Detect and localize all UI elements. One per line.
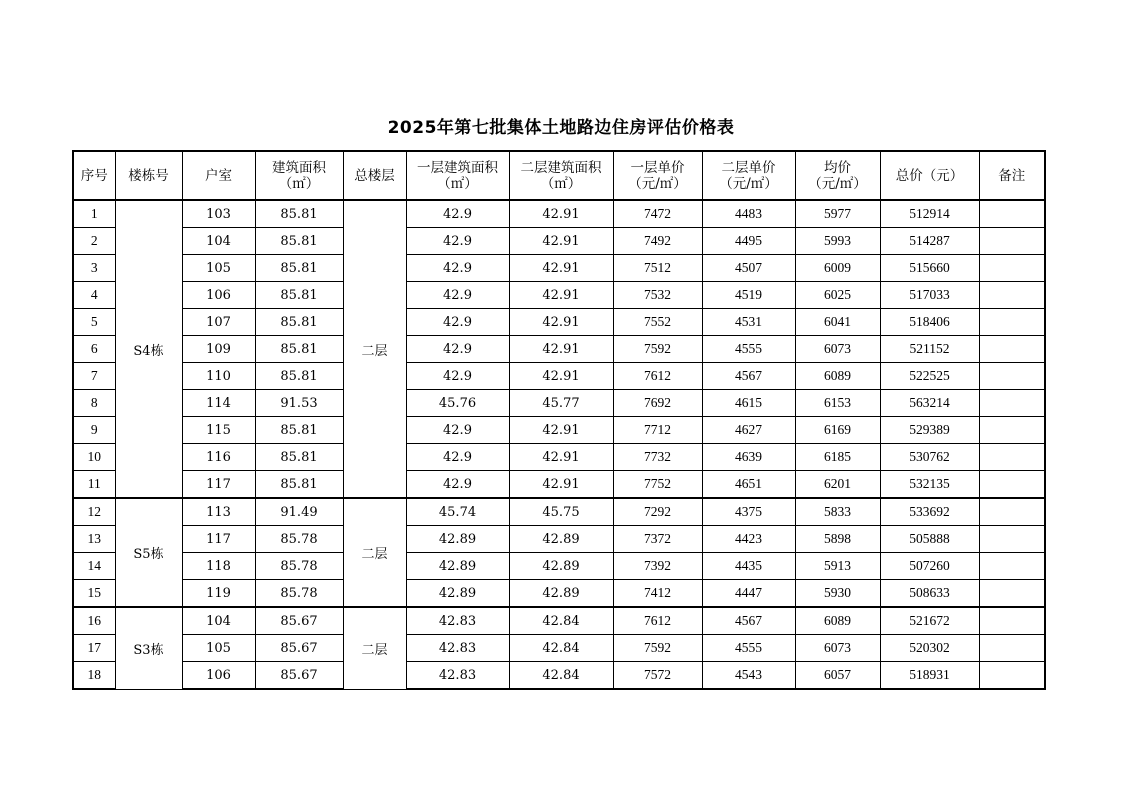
- header-label: 楼栋号: [128, 167, 169, 184]
- table-row: [73, 471, 1045, 499]
- cell-area1: 42.9: [406, 363, 509, 390]
- cell-area2: 42.91: [509, 444, 613, 471]
- cell-area: 91.53: [255, 390, 343, 417]
- header-label: 一层单价: [630, 159, 685, 176]
- cell-total: 532135: [880, 471, 979, 499]
- table-header: [73, 151, 1045, 200]
- cell-room: 107: [182, 309, 255, 336]
- cell-price2: 4519: [702, 282, 795, 309]
- cell-building: S3栋: [115, 607, 182, 689]
- cell-room: 106: [182, 662, 255, 690]
- cell-no: 18: [73, 662, 115, 690]
- cell-avg: 6169: [795, 417, 880, 444]
- header-label: 备注: [998, 167, 1026, 184]
- table-row: [73, 363, 1045, 390]
- cell-total: 508633: [880, 580, 979, 608]
- col-floors-header: [343, 151, 406, 200]
- header-unit: （元/㎡）: [719, 175, 778, 192]
- cell-note: [979, 471, 1045, 499]
- cell-price1: 7292: [613, 498, 702, 526]
- cell-no: 12: [73, 498, 115, 526]
- cell-no: 9: [73, 417, 115, 444]
- cell-avg: 5898: [795, 526, 880, 553]
- cell-room: 110: [182, 363, 255, 390]
- cell-area: 85.67: [255, 607, 343, 635]
- cell-avg: 6009: [795, 255, 880, 282]
- cell-price2: 4627: [702, 417, 795, 444]
- cell-area1: 42.9: [406, 336, 509, 363]
- cell-total: 530762: [880, 444, 979, 471]
- cell-total: 521672: [880, 607, 979, 635]
- cell-total: 512914: [880, 200, 979, 228]
- table-row: [73, 635, 1045, 662]
- cell-area: 85.67: [255, 635, 343, 662]
- cell-room: 109: [182, 336, 255, 363]
- cell-area: 85.81: [255, 444, 343, 471]
- col-price1-header: [613, 151, 702, 200]
- cell-price1: 7592: [613, 336, 702, 363]
- table-row: [73, 662, 1045, 690]
- cell-room: 118: [182, 553, 255, 580]
- cell-area2: 42.91: [509, 363, 613, 390]
- cell-room: 119: [182, 580, 255, 608]
- table-row: [73, 255, 1045, 282]
- cell-area: 85.67: [255, 662, 343, 690]
- cell-no: 6: [73, 336, 115, 363]
- col-price2-header: [702, 151, 795, 200]
- cell-area: 85.81: [255, 228, 343, 255]
- cell-area: 85.81: [255, 255, 343, 282]
- cell-note: [979, 363, 1045, 390]
- table-row: [73, 417, 1045, 444]
- cell-avg: 6153: [795, 390, 880, 417]
- cell-room: 113: [182, 498, 255, 526]
- cell-building: S4栋: [115, 200, 182, 498]
- cell-total: 533692: [880, 498, 979, 526]
- cell-area2: 42.91: [509, 471, 613, 499]
- cell-room: 105: [182, 635, 255, 662]
- cell-room: 104: [182, 228, 255, 255]
- cell-area2: 45.77: [509, 390, 613, 417]
- cell-avg: 6057: [795, 662, 880, 690]
- header-label: 二层单价: [721, 159, 776, 176]
- cell-price2: 4447: [702, 580, 795, 608]
- cell-area2: 42.91: [509, 417, 613, 444]
- cell-total: 518931: [880, 662, 979, 690]
- header-label: 总楼层: [354, 167, 395, 184]
- cell-total: 514287: [880, 228, 979, 255]
- cell-room: 106: [182, 282, 255, 309]
- cell-price2: 4495: [702, 228, 795, 255]
- cell-area: 85.81: [255, 363, 343, 390]
- cell-area2: 42.91: [509, 282, 613, 309]
- cell-price1: 7372: [613, 526, 702, 553]
- cell-total: 563214: [880, 390, 979, 417]
- cell-area2: 42.91: [509, 309, 613, 336]
- cell-note: [979, 635, 1045, 662]
- cell-area2: 42.84: [509, 635, 613, 662]
- cell-area2: 42.89: [509, 580, 613, 608]
- cell-note: [979, 553, 1045, 580]
- cell-avg: 6201: [795, 471, 880, 499]
- cell-note: [979, 282, 1045, 309]
- cell-price2: 4423: [702, 526, 795, 553]
- cell-room: 103: [182, 200, 255, 228]
- cell-price1: 7532: [613, 282, 702, 309]
- cell-price1: 7732: [613, 444, 702, 471]
- cell-avg: 5913: [795, 553, 880, 580]
- cell-note: [979, 662, 1045, 690]
- cell-room: 115: [182, 417, 255, 444]
- cell-area2: 42.84: [509, 662, 613, 690]
- header-label: 均价: [824, 159, 851, 176]
- cell-area1: 42.83: [406, 607, 509, 635]
- cell-room: 117: [182, 526, 255, 553]
- cell-area2: 42.91: [509, 255, 613, 282]
- cell-no: 5: [73, 309, 115, 336]
- cell-area1: 42.83: [406, 662, 509, 690]
- cell-price2: 4567: [702, 363, 795, 390]
- cell-no: 15: [73, 580, 115, 608]
- cell-price1: 7692: [613, 390, 702, 417]
- cell-no: 11: [73, 471, 115, 499]
- cell-price2: 4483: [702, 200, 795, 228]
- cell-price1: 7472: [613, 200, 702, 228]
- col-total-header: [880, 151, 979, 200]
- cell-price2: 4651: [702, 471, 795, 499]
- cell-floors: 二层: [343, 607, 406, 689]
- table-row: [73, 526, 1045, 553]
- building-group: [73, 607, 1045, 689]
- cell-area2: 42.89: [509, 553, 613, 580]
- cell-area1: 42.9: [406, 417, 509, 444]
- cell-note: [979, 580, 1045, 608]
- cell-no: 2: [73, 228, 115, 255]
- cell-total: 515660: [880, 255, 979, 282]
- col-note-header: [979, 151, 1045, 200]
- header-unit: （元/㎡）: [628, 175, 687, 192]
- cell-no: 17: [73, 635, 115, 662]
- header-label: 建筑面积: [272, 159, 326, 176]
- cell-area: 85.81: [255, 282, 343, 309]
- cell-no: 13: [73, 526, 115, 553]
- cell-price1: 7412: [613, 580, 702, 608]
- cell-area1: 42.83: [406, 635, 509, 662]
- cell-total: 507260: [880, 553, 979, 580]
- cell-price1: 7592: [613, 635, 702, 662]
- cell-area1: 42.89: [406, 553, 509, 580]
- header-row: [73, 151, 1045, 200]
- cell-price1: 7492: [613, 228, 702, 255]
- cell-total: 518406: [880, 309, 979, 336]
- cell-no: 8: [73, 390, 115, 417]
- cell-area1: 42.9: [406, 444, 509, 471]
- building-group: [73, 200, 1045, 498]
- header-label: 户室: [205, 167, 232, 184]
- table-row: [73, 607, 1045, 635]
- cell-no: 10: [73, 444, 115, 471]
- table-row: [73, 282, 1045, 309]
- cell-price1: 7392: [613, 553, 702, 580]
- table-row: [73, 444, 1045, 471]
- cell-price2: 4555: [702, 336, 795, 363]
- cell-no: 4: [73, 282, 115, 309]
- header-unit: （㎡）: [437, 175, 478, 192]
- col-room-header: [182, 151, 255, 200]
- table-row: [73, 228, 1045, 255]
- cell-room: 117: [182, 471, 255, 499]
- building-group: [73, 498, 1045, 607]
- cell-room: 116: [182, 444, 255, 471]
- cell-avg: 6025: [795, 282, 880, 309]
- col-area2-header: [509, 151, 613, 200]
- cell-note: [979, 607, 1045, 635]
- col-avg-header: [795, 151, 880, 200]
- cell-price2: 4375: [702, 498, 795, 526]
- cell-price2: 4435: [702, 553, 795, 580]
- cell-area1: 42.9: [406, 309, 509, 336]
- cell-area1: 42.9: [406, 228, 509, 255]
- cell-avg: 5977: [795, 200, 880, 228]
- cell-price2: 4555: [702, 635, 795, 662]
- cell-building: S5栋: [115, 498, 182, 607]
- table-row: [73, 390, 1045, 417]
- cell-area: 85.81: [255, 336, 343, 363]
- cell-area1: 45.74: [406, 498, 509, 526]
- cell-price2: 4567: [702, 607, 795, 635]
- cell-area1: 42.9: [406, 255, 509, 282]
- cell-area: 85.81: [255, 471, 343, 499]
- col-area1-header: [406, 151, 509, 200]
- cell-no: 3: [73, 255, 115, 282]
- col-area-header: [255, 151, 343, 200]
- cell-area: 85.81: [255, 417, 343, 444]
- cell-price2: 4531: [702, 309, 795, 336]
- header-label: 序号: [80, 167, 108, 184]
- cell-avg: 5833: [795, 498, 880, 526]
- price-table: [72, 150, 1046, 690]
- cell-total: 520302: [880, 635, 979, 662]
- cell-area2: 42.91: [509, 228, 613, 255]
- cell-note: [979, 444, 1045, 471]
- cell-area1: 42.9: [406, 471, 509, 499]
- cell-avg: 6089: [795, 607, 880, 635]
- header-label: 二层建筑面积: [520, 159, 602, 176]
- header-unit: （元/㎡）: [808, 175, 867, 192]
- cell-floors: 二层: [343, 498, 406, 607]
- cell-avg: 6089: [795, 363, 880, 390]
- cell-room: 114: [182, 390, 255, 417]
- cell-area2: 45.75: [509, 498, 613, 526]
- cell-area2: 42.91: [509, 336, 613, 363]
- cell-total: 517033: [880, 282, 979, 309]
- cell-area: 85.81: [255, 200, 343, 228]
- cell-total: 505888: [880, 526, 979, 553]
- cell-note: [979, 417, 1045, 444]
- cell-price2: 4615: [702, 390, 795, 417]
- cell-note: [979, 200, 1045, 228]
- cell-area2: 42.89: [509, 526, 613, 553]
- cell-area: 85.78: [255, 526, 343, 553]
- table-row: [73, 580, 1045, 608]
- cell-no: 16: [73, 607, 115, 635]
- cell-area2: 42.91: [509, 200, 613, 228]
- cell-total: 521152: [880, 336, 979, 363]
- cell-price1: 7572: [613, 662, 702, 690]
- cell-price2: 4639: [702, 444, 795, 471]
- table-row: [73, 498, 1045, 526]
- cell-avg: 6073: [795, 635, 880, 662]
- cell-price2: 4543: [702, 662, 795, 690]
- header-label: 一层建筑面积: [417, 159, 498, 176]
- cell-no: 7: [73, 363, 115, 390]
- cell-price1: 7512: [613, 255, 702, 282]
- cell-no: 1: [73, 200, 115, 228]
- cell-note: [979, 526, 1045, 553]
- cell-price2: 4507: [702, 255, 795, 282]
- cell-price1: 7712: [613, 417, 702, 444]
- cell-note: [979, 336, 1045, 363]
- table-row: [73, 200, 1045, 228]
- cell-note: [979, 228, 1045, 255]
- cell-total: 529389: [880, 417, 979, 444]
- cell-area1: 42.9: [406, 282, 509, 309]
- cell-note: [979, 390, 1045, 417]
- cell-price1: 7752: [613, 471, 702, 499]
- cell-avg: 6041: [795, 309, 880, 336]
- cell-area1: 42.89: [406, 526, 509, 553]
- cell-area1: 42.89: [406, 580, 509, 608]
- cell-price1: 7612: [613, 607, 702, 635]
- cell-room: 105: [182, 255, 255, 282]
- table-row: [73, 336, 1045, 363]
- cell-price1: 7612: [613, 363, 702, 390]
- cell-area2: 42.84: [509, 607, 613, 635]
- col-no-header: [73, 151, 115, 200]
- cell-area: 85.78: [255, 580, 343, 608]
- cell-total: 522525: [880, 363, 979, 390]
- header-unit: （㎡）: [540, 175, 582, 192]
- cell-note: [979, 255, 1045, 282]
- cell-area: 91.49: [255, 498, 343, 526]
- page-title: 2025年第七批集体土地路边住房评估价格表: [387, 118, 735, 138]
- header-label: 总价（元）: [895, 167, 964, 184]
- cell-floors: 二层: [343, 200, 406, 498]
- cell-room: 104: [182, 607, 255, 635]
- cell-avg: 5993: [795, 228, 880, 255]
- cell-price1: 7552: [613, 309, 702, 336]
- cell-avg: 5930: [795, 580, 880, 608]
- cell-note: [979, 498, 1045, 526]
- cell-area1: 45.76: [406, 390, 509, 417]
- header-unit: （㎡）: [278, 175, 320, 192]
- cell-note: [979, 309, 1045, 336]
- cell-area1: 42.9: [406, 200, 509, 228]
- cell-avg: 6073: [795, 336, 880, 363]
- cell-no: 14: [73, 553, 115, 580]
- col-building-header: [115, 151, 182, 200]
- table-row: [73, 309, 1045, 336]
- cell-avg: 6185: [795, 444, 880, 471]
- cell-area: 85.78: [255, 553, 343, 580]
- table-row: [73, 553, 1045, 580]
- cell-area: 85.81: [255, 309, 343, 336]
